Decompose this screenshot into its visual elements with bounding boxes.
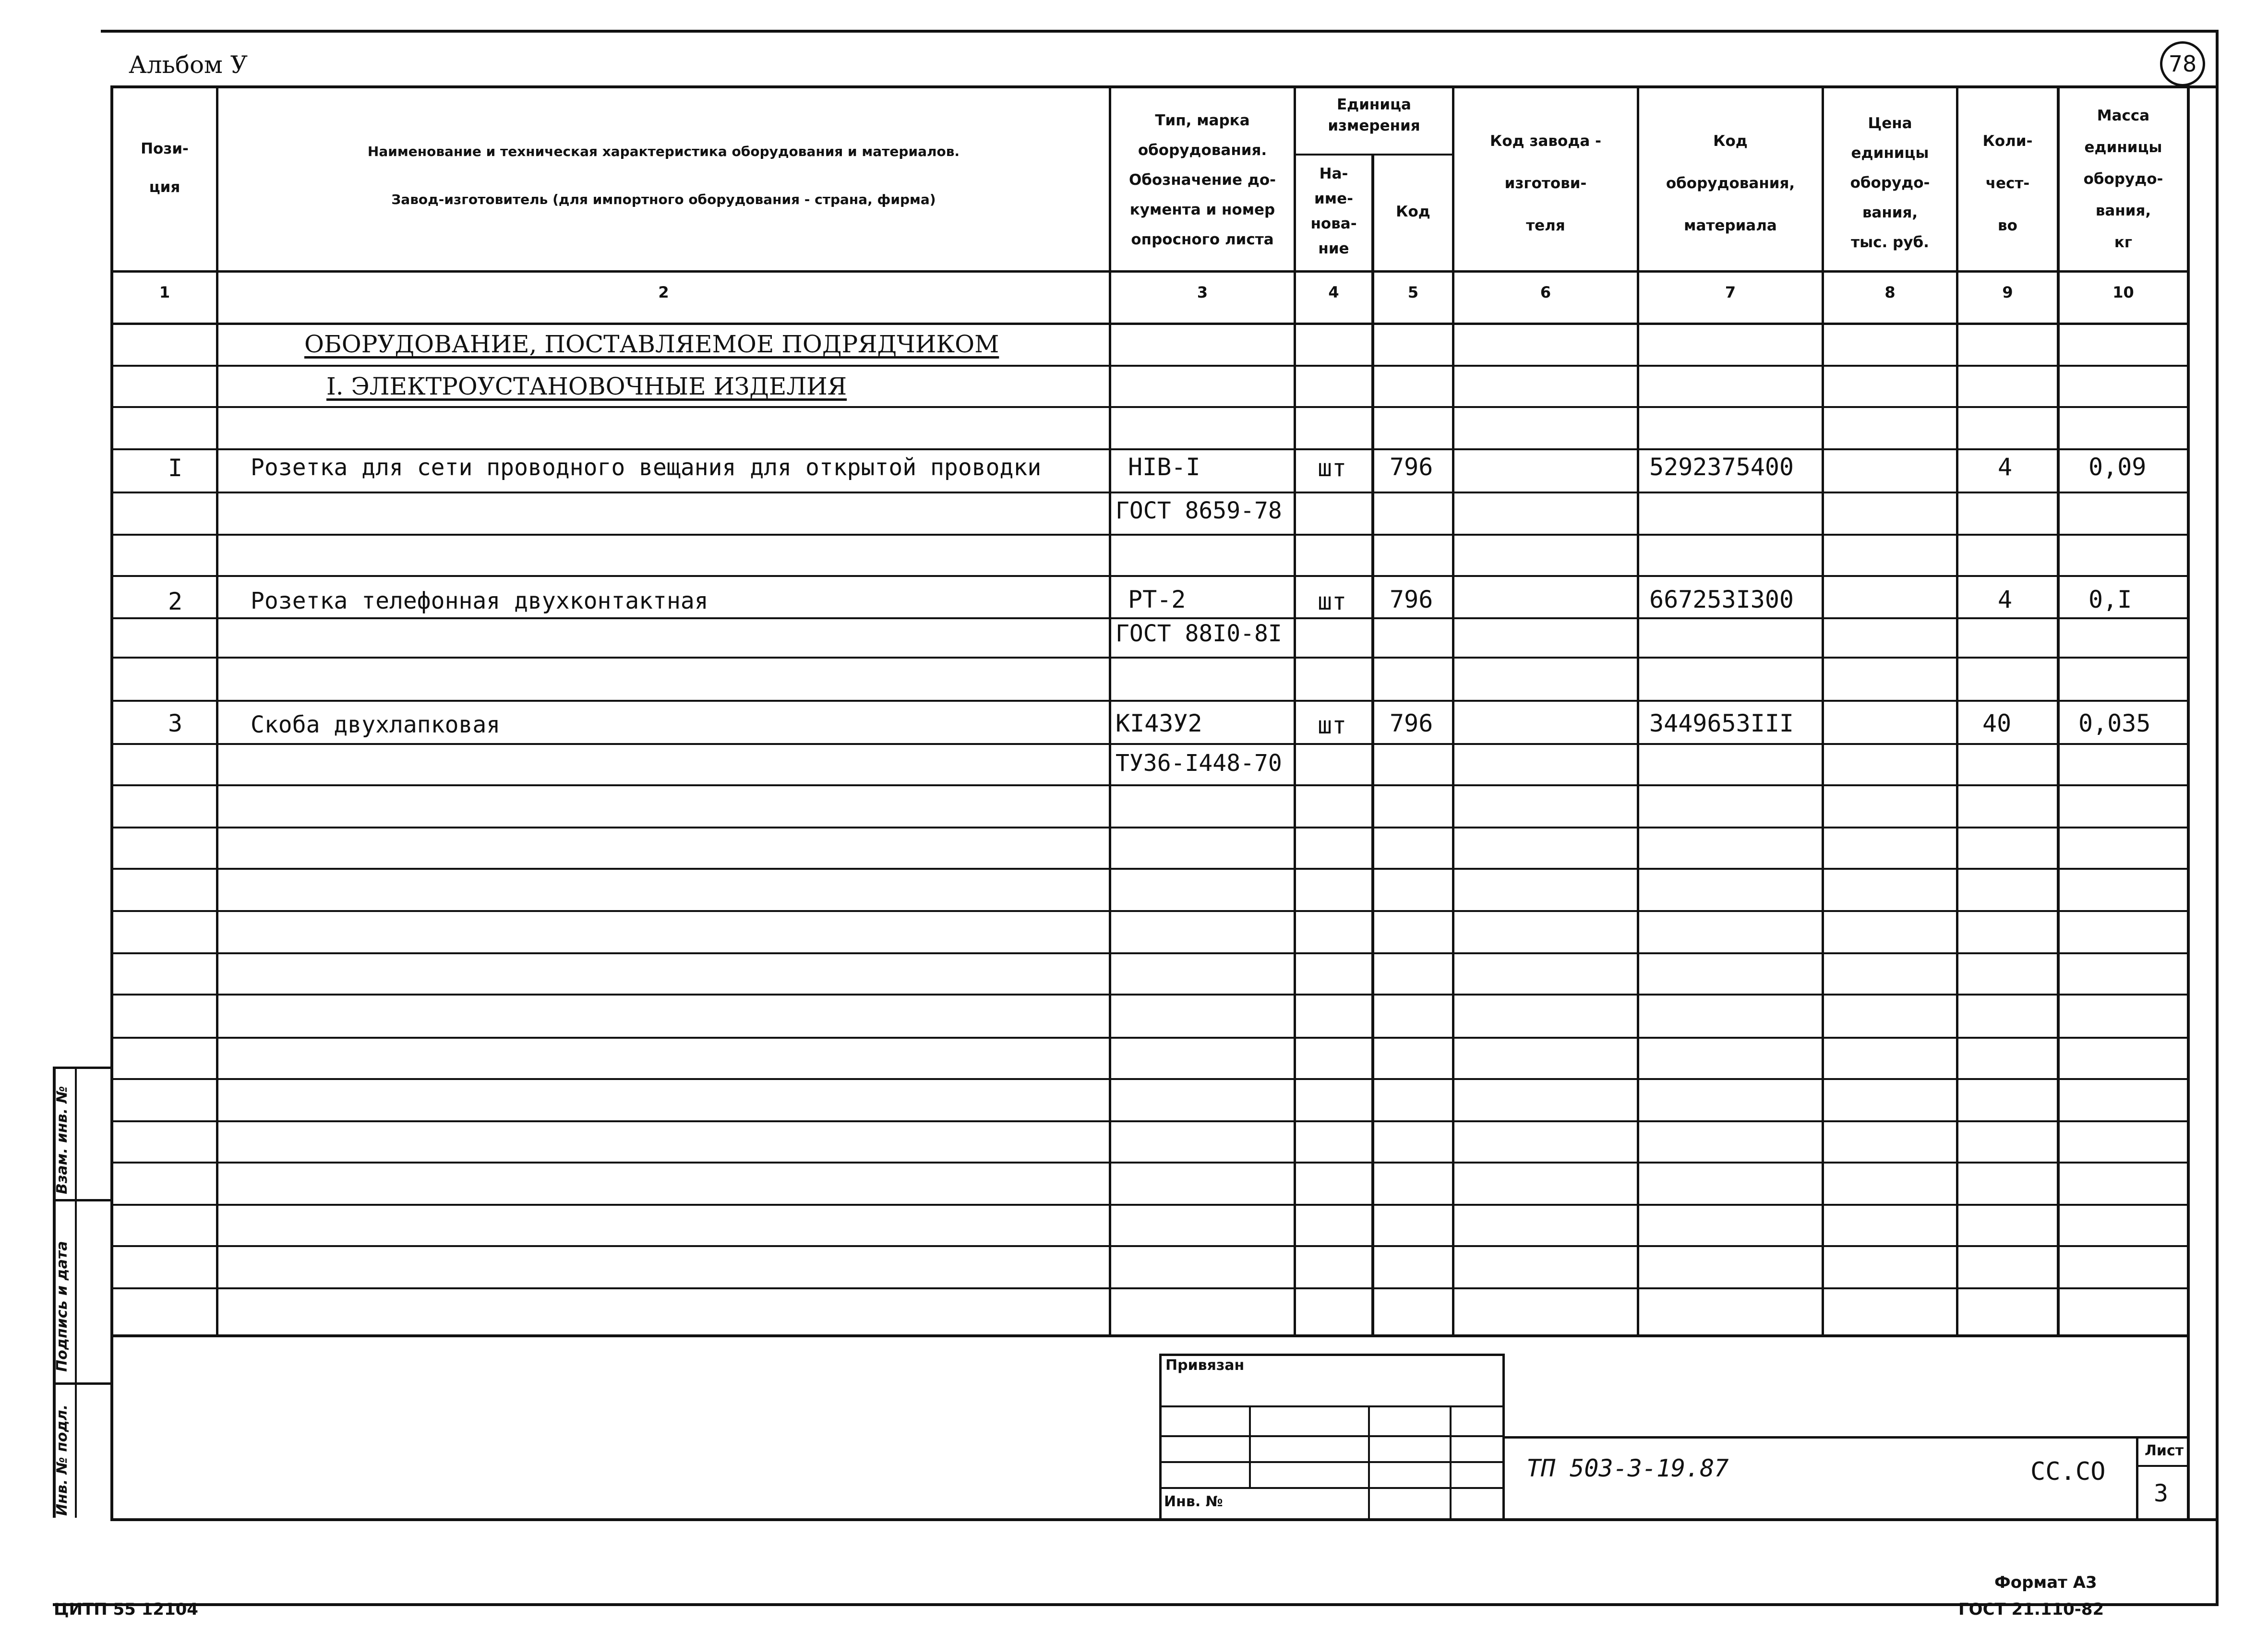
row-line: [113, 1204, 2187, 1206]
col-line-8: [1956, 85, 1958, 1335]
footer-format: Формат А3: [1994, 1573, 2097, 1592]
item-1-doc: ГОСТ 8659-78: [1116, 497, 1282, 524]
col-line-9: [2057, 85, 2060, 1335]
item-1-quantity: 4: [1998, 453, 2013, 481]
side-stamp-div-1: [53, 1199, 111, 1201]
side-stamp-div-2: [53, 1382, 111, 1385]
row-line: [113, 868, 2187, 870]
header-unit-group: Единица измерения: [1328, 96, 1420, 134]
column-number-3: 3: [1197, 283, 1208, 301]
item-2-unit-code: 796: [1390, 586, 1433, 613]
header-unit-code: Код: [1396, 203, 1430, 220]
row-line: [113, 994, 2187, 996]
sheet-label: Лист: [2145, 1442, 2184, 1459]
frame-right-outer: [2216, 30, 2219, 1604]
side-stamp-replace-inv: Взам. инв. №: [54, 1086, 71, 1194]
col-line-1: [216, 85, 218, 1335]
table-body-bottom-line: [110, 1334, 2190, 1337]
item-1-unit-code: 796: [1390, 453, 1433, 481]
col-line-6: [1637, 85, 1639, 1335]
header-type: Тип, марка оборудования. Обозначение до- кумента и номер опросного листа: [1128, 112, 1276, 248]
column-number-2: 2: [658, 283, 669, 301]
colnum-bottom-line: [110, 323, 2190, 325]
row-line: [113, 448, 2187, 450]
header-mass: Масса единицы оборудо- вания, кг: [2083, 107, 2163, 251]
row-line: [113, 743, 2187, 745]
row-line: [113, 1120, 2187, 1122]
table-right-line: [2187, 85, 2190, 1521]
item-3-equipment-code: 3449653III: [1649, 709, 1794, 737]
row-line: [113, 910, 2187, 912]
privyazan-h-4: [1159, 1487, 1505, 1489]
row-line: [113, 365, 2187, 367]
header-bottom-line: [110, 270, 2190, 273]
header-equipment-code: Код оборудования, материала: [1666, 132, 1795, 234]
column-number-9: 9: [2002, 283, 2013, 301]
row-line: [113, 617, 2187, 619]
item-3-mass: 0,035: [2078, 709, 2151, 737]
item-3-doc: ТУ36-I448-70: [1116, 750, 1282, 777]
item-2-unit: шт: [1318, 588, 1347, 615]
col-line-7: [1822, 85, 1824, 1335]
item-3-unit: шт: [1318, 711, 1347, 739]
sheet-box-divider: [2136, 1465, 2190, 1467]
column-number-10: 10: [2112, 283, 2134, 301]
item-2-name: Розетка телефонная двухконтактная: [251, 588, 708, 614]
frame-top-line: [101, 30, 2219, 33]
row-line: [113, 575, 2187, 577]
side-stamp-col-divider: [75, 1067, 77, 1518]
item-1-type: HIB-I: [1128, 453, 1200, 481]
side-stamp-signature-date: Подпись и дата: [54, 1241, 71, 1372]
designation-top-line: [1505, 1436, 2190, 1439]
col-line-5: [1452, 85, 1454, 1335]
privyazan-h-3: [1159, 1461, 1505, 1463]
column-number-5: 5: [1407, 283, 1419, 301]
col-line-3: [1294, 85, 1296, 1335]
item-1-equipment-code: 5292375400: [1649, 453, 1794, 481]
page-number-circle: [2160, 41, 2205, 86]
header-unit-name: На- име- нова- ние: [1310, 165, 1357, 257]
item-2-doc: ГОСТ 88I0-8I: [1116, 620, 1282, 647]
row-line: [113, 657, 2187, 659]
document-code: СС.СО: [2030, 1457, 2106, 1486]
table-top-line: [110, 85, 2219, 88]
row-line: [113, 1245, 2187, 1247]
row-line: [113, 700, 2187, 702]
privyazan-v-1: [1249, 1405, 1251, 1489]
item-2-quantity: 4: [1998, 586, 2013, 613]
header-manufacturer-code: Код завода - изготови- теля: [1490, 132, 1601, 234]
column-number-4: 4: [1328, 283, 1339, 301]
inv-number-label: Инв. №: [1164, 1493, 1223, 1510]
column-number-1: 1: [159, 283, 170, 301]
sheet-number: 3: [2154, 1479, 2169, 1507]
item-3-position: 3: [168, 709, 183, 737]
footer-gost: ГОСТ 21.110-82: [1958, 1600, 2104, 1619]
item-3-type: KI43У2: [1116, 709, 1202, 737]
row-line: [113, 1078, 2187, 1080]
item-1-name: Розетка для сети проводного вещания для открытой проводки: [251, 454, 1042, 481]
item-3-unit-code: 796: [1390, 709, 1433, 737]
section-title: ОБОРУДОВАНИЕ, ПОСТАВЛЯЕМОЕ ПОДРЯДЧИКОМ: [304, 330, 999, 358]
side-stamp-inv-original: Инв. № подл.: [54, 1404, 71, 1516]
row-line: [113, 952, 2187, 954]
privyazan-h-1: [1159, 1405, 1505, 1407]
row-line: [113, 1037, 2187, 1039]
item-2-type: PT-2: [1128, 586, 1186, 613]
row-line: [113, 827, 2187, 828]
header-quantity: Коли- чест- во: [1982, 132, 2033, 234]
header-position: Пози- ция: [141, 140, 189, 196]
page-number: 78: [2168, 51, 2197, 77]
header-name: Наименование и техническая характеристика оборудования и материалов. Завод-изготовитель (для импортного оборудования - страна, фирма): [367, 144, 960, 207]
row-line: [113, 784, 2187, 786]
privyazan-v-2: [1368, 1405, 1370, 1521]
col-line-2: [1109, 85, 1111, 1335]
side-stamp-top: [53, 1067, 111, 1069]
item-3-quantity: 40: [1982, 709, 2012, 737]
row-line: [113, 1162, 2187, 1164]
column-number-6: 6: [1540, 283, 1551, 301]
item-2-position: 2: [168, 588, 183, 615]
subsection-title: I. ЭЛЕКТРОУСТАНОВОЧНЫЕ ИЗДЕЛИЯ: [326, 372, 847, 400]
album-label: Альбом У: [129, 51, 248, 79]
row-line: [113, 492, 2187, 493]
item-3-name: Скоба двухлапковая: [251, 711, 501, 738]
item-1-unit: шт: [1318, 454, 1347, 482]
row-line: [113, 406, 2187, 408]
header-price: Цена единицы оборудо- вания, тыс. руб.: [1850, 115, 1930, 251]
footer-left-code: ЦИТП 55 12104: [54, 1600, 198, 1619]
column-number-7: 7: [1725, 283, 1736, 301]
column-number-8: 8: [1884, 283, 1896, 301]
privyazan-label: Привязан: [1165, 1357, 1245, 1374]
privyazan-h-2: [1159, 1435, 1505, 1437]
item-1-mass: 0,09: [2088, 453, 2147, 481]
row-line: [113, 534, 2187, 536]
frame-bottom-outer: [53, 1603, 2219, 1606]
row-line: [113, 1287, 2187, 1289]
item-1-position: I: [168, 454, 183, 482]
item-2-equipment-code: 667253I300: [1649, 586, 1794, 613]
privyazan-v-3: [1450, 1405, 1452, 1521]
item-2-mass: 0,I: [2088, 586, 2132, 613]
designation: ТП 503-3-19.87: [1526, 1454, 1729, 1482]
